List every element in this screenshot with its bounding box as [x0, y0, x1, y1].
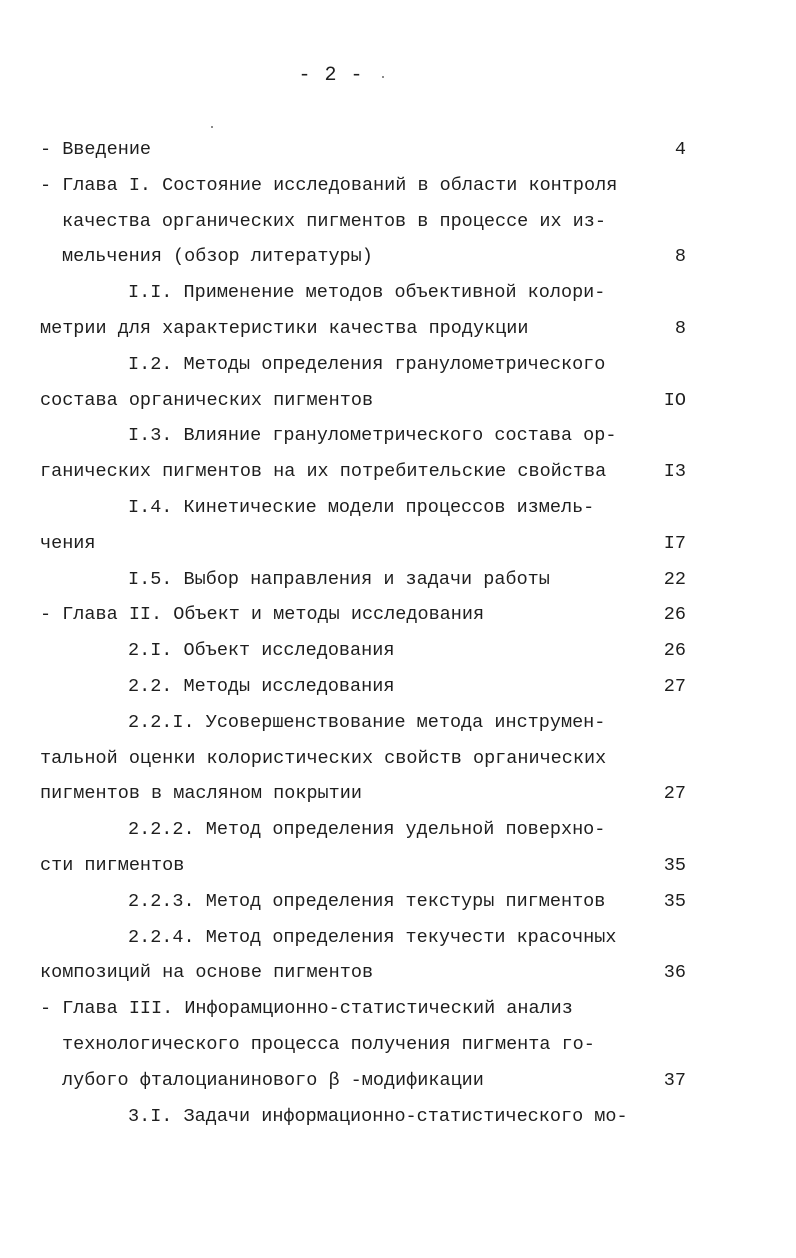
- toc-line: [0, 136, 796, 172]
- table-of-contents: [0, 136, 796, 1138]
- toc-line: [0, 709, 796, 745]
- toc-entry-text: состава органических пигментов: [40, 389, 374, 411]
- toc-page-number: 8: [674, 246, 686, 268]
- toc-line: [0, 387, 796, 423]
- toc-page-number: I7: [663, 532, 686, 554]
- toc-entry-text: технологического процесса получения пигмента го-: [62, 1033, 595, 1055]
- toc-page-number: I3: [663, 461, 686, 483]
- toc-entry-text: 2.2.3. Метод определения текстуры пигментов: [128, 890, 606, 912]
- toc-entry-text: - Глава II. Объект и методы исследования: [40, 604, 485, 626]
- toc-entry-text: пигментов в масляном покрытии: [40, 783, 362, 805]
- toc-line: [0, 243, 796, 279]
- toc-entry-text: 2.I. Объект исследования: [128, 640, 395, 662]
- toc-line: [0, 745, 796, 781]
- toc-line: [0, 673, 796, 709]
- toc-line: [0, 351, 796, 387]
- page-number: - 2 -: [298, 64, 364, 87]
- toc-entry-text: тальной оценки колористических свойств органических: [40, 747, 607, 769]
- toc-entry-text: I.5. Выбор направления и задачи работы: [128, 568, 550, 590]
- toc-line: [0, 494, 796, 530]
- toc-line: [0, 601, 796, 637]
- toc-entry-text: 3.I. Задачи информационно-статистического мо-: [128, 1105, 628, 1127]
- toc-line: [0, 1103, 796, 1139]
- toc-page-number: 27: [663, 783, 686, 805]
- toc-line: [0, 566, 796, 602]
- toc-page-number: 22: [663, 568, 686, 590]
- toc-line: [0, 637, 796, 673]
- toc-page-number: 26: [663, 604, 686, 626]
- toc-entry-text: качества органических пигментов в процессе их из-: [62, 210, 606, 232]
- toc-line: [0, 422, 796, 458]
- toc-line: [0, 208, 796, 244]
- scan-speck: [211, 126, 213, 128]
- toc-entry-text: 2.2.4. Метод определения текучести красочных: [128, 926, 617, 948]
- toc-page-number: 27: [663, 675, 686, 697]
- scan-speck: [382, 76, 384, 78]
- toc-page-number: 26: [663, 640, 686, 662]
- toc-line: [0, 315, 796, 351]
- toc-line: [0, 1067, 796, 1103]
- toc-entry-text: 2.2.2. Метод определения удельной поверхно-: [128, 819, 606, 841]
- toc-entry-text: мельчения (обзор литературы): [62, 246, 373, 268]
- toc-entry-text: - Глава III. Инфорамционно-статистический анализ: [40, 998, 573, 1020]
- toc-line: [0, 924, 796, 960]
- toc-line: [0, 1031, 796, 1067]
- toc-entry-text: - Введение: [40, 139, 152, 160]
- toc-entry-text: ганических пигментов на их потребительские свойства: [40, 461, 607, 483]
- toc-entry-text: I.4. Кинетические модели процессов измель-: [128, 496, 595, 518]
- toc-line: [0, 888, 796, 924]
- toc-page-number: 8: [674, 317, 686, 339]
- toc-line: [0, 172, 796, 208]
- toc-entry-text: сти пигментов: [40, 854, 185, 876]
- toc-page-number: 37: [663, 1069, 686, 1091]
- toc-entry-text: I.3. Влияние гранулометрического состава ор-: [128, 425, 617, 447]
- toc-entry-text: I.I. Применение методов объективной колори-: [128, 282, 606, 304]
- toc-line: [0, 995, 796, 1031]
- toc-line: [0, 852, 796, 888]
- toc-entry-text: 2.2. Методы исследования: [128, 675, 395, 697]
- toc-line: [0, 780, 796, 816]
- toc-line: [0, 816, 796, 852]
- toc-line: [0, 530, 796, 566]
- toc-entry-text: чения: [40, 532, 96, 554]
- toc-page-number: 35: [663, 890, 686, 912]
- toc-line: [0, 458, 796, 494]
- toc-entry-text: композиций на основе пигментов: [40, 962, 374, 984]
- toc-entry-text: метрии для характеристики качества продукции: [40, 317, 529, 339]
- toc-entry-text: 2.2.I. Усовершенствование метода инструмен-: [128, 711, 606, 733]
- toc-entry-text: I.2. Методы определения гранулометрического: [128, 353, 606, 375]
- toc-page-number: 4: [674, 139, 686, 160]
- toc-page-number: 35: [663, 854, 686, 876]
- toc-entry-text: лубого фталоцианинового β -модификации: [62, 1069, 484, 1091]
- toc-entry-text: - Глава I. Состояние исследований в области контроля: [40, 174, 618, 196]
- toc-page-number: IO: [663, 389, 686, 411]
- toc-page-number: 36: [663, 962, 686, 984]
- toc-line: [0, 959, 796, 995]
- toc-line: [0, 279, 796, 315]
